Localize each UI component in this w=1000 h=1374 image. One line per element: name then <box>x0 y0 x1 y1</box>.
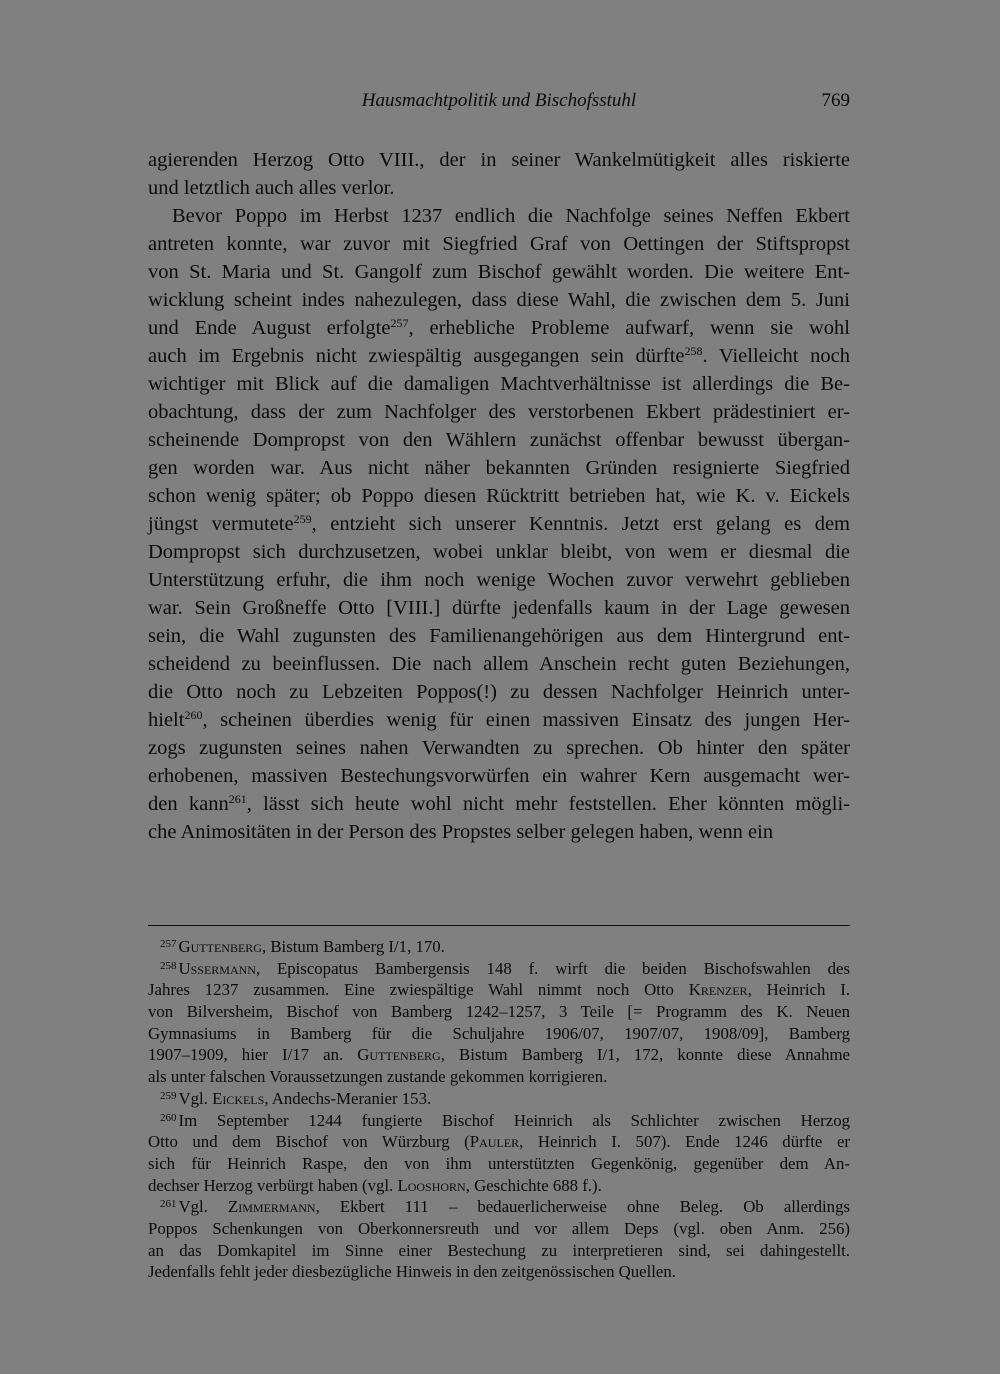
footnote-line: $^{260}$ Im September 1244 fungierte Bischof Heinrich als Schlichter zwischen Herzog <box>160 1110 850 1130</box>
body-line: scheidend zu beeinflussen. Die nach allem Anschein recht guten Beziehungen, <box>148 653 850 675</box>
footnote-line: Otto und dem Bischof von Würzburg (Pauler, Heinrich I. 507). Ende 1246 dürfte er <box>148 1132 850 1152</box>
author-name: Looshorn <box>397 1175 466 1195</box>
footnote-separator <box>148 925 850 926</box>
body-line: Bevor Poppo im Herbst 1237 endlich die Nachfolge seines Neffen Ekbert <box>172 205 850 227</box>
footnote-ref[interactable]: 259 <box>293 512 312 526</box>
body-line: auch im Ergebnis nicht zwiespältig ausgegangen sein dürfte$^{258}$. Vielleicht noch <box>148 344 850 367</box>
body-line: jüngst vermutete$^{259}$, entzieht sich unserer Kenntnis. Jetzt erst gelang es dem <box>148 512 850 535</box>
body-line: agierenden Herzog Otto VIII., der in seiner Wankelmütigkeit alles riskierte <box>148 149 850 171</box>
footnote <box>148 936 850 958</box>
author-name: Guttenberg <box>178 937 262 956</box>
footnote-number: 257 <box>160 938 177 950</box>
page-number: 769 <box>821 90 850 111</box>
body-line: wicklung scheint indes nahezulegen, dass diese Wahl, die zwischen dem 5. Juni <box>148 289 850 311</box>
footnote-line: $^{258}$ Ussermann, Episcopatus Bambergensis 148 f. wirft die beiden Bischofswahlen des <box>160 958 850 978</box>
footnote-line: Jahres 1237 zusammen. Eine zwiespältige Wahl nimmt noch Otto Krenzer, Heinrich I. <box>148 980 850 1000</box>
body-line: obachtung, dass der zum Nachfolger des verstorbenen Ekbert prädestiniert er- <box>148 401 850 423</box>
footnote <box>148 958 850 1088</box>
footnote-line: als unter falschen Voraussetzungen zustande gekommen korrigieren. <box>148 1067 608 1087</box>
footnote <box>148 1196 850 1283</box>
body-line: zogs zugunsten seines nahen Verwandten zu sprechen. Ob hinter den später <box>148 737 850 759</box>
body-line: Unterstützung erfuhr, die ihm noch wenige Wochen zuvor verwehrt geblieben <box>148 569 850 591</box>
body-line: che Animositäten in der Person des Propstes selber gelegen haben, wenn ein <box>148 821 774 843</box>
body-line: antreten konnte, war zuvor mit Siegfried Graf von Oettingen der Stiftspropst <box>148 233 850 255</box>
body-line: hielt$^{260}$, scheinen überdies wenig für einen massiven Einsatz des jungen Her- <box>148 708 850 731</box>
author-name: Pauler <box>469 1132 520 1152</box>
main-text <box>148 146 850 846</box>
footnote-number: 260 <box>160 1111 177 1124</box>
footnote-line: $^{257}$ Guttenberg, Bistum Bamberg I/1, 170. <box>160 937 445 956</box>
footnote-line: $^{259}$ Vgl. Eickels, Andechs-Meranier 153. <box>160 1088 432 1108</box>
footnote-line: Poppos Schenkungen von Oberkonnersreuth und vor allem Deps (vgl. oben Anm. 256) <box>148 1218 850 1238</box>
body-line: und Ende August erfolgte$^{257}$, erhebliche Probleme aufwarf, wenn sie wohl <box>148 316 850 339</box>
running-head <box>148 90 850 120</box>
body-line: erhobenen, massiven Bestechungsvorwürfen ein wahrer Kern ausgemacht wer- <box>148 765 850 787</box>
body-line: wichtiger mit Blick auf die damaligen Machtverhältnisse ist allerdings die Be- <box>148 373 850 395</box>
author-name: Guttenberg <box>357 1045 441 1065</box>
footnote-line: sich für Heinrich Raspe, den von ihm unterstützten Gegenkönig, gegenüber dem An- <box>148 1153 850 1173</box>
footnote-line: 1907–1909, hier I/17 an. Guttenberg, Bistum Bamberg I/1, 172, konnte diese Annahme <box>148 1045 851 1065</box>
footnote-ref[interactable]: 260 <box>184 708 203 722</box>
body-line: den kann$^{261}$, lässt sich heute wohl nicht mehr feststellen. Eher könnten mögli- <box>148 792 850 815</box>
footnote-number: 261 <box>160 1198 177 1211</box>
footnote-ref[interactable]: 258 <box>684 344 703 358</box>
footnote-line: an das Domkapitel im Sinne einer Bestechung zu interpretieren sind, sei dahingestellt. <box>148 1240 850 1260</box>
body-line: schon wenig später; ob Poppo diesen Rücktritt betrieben hat, wie K. v. Eickels <box>148 485 850 507</box>
body-line: Dompropst sich durchzusetzen, wobei unklar bleibt, von wem er diesmal die <box>148 541 850 563</box>
body-line: scheinende Dompropst von den Wählern zunächst offenbar bewusst übergan- <box>148 429 850 451</box>
footnote-line: Jedenfalls fehlt jeder diesbezügliche Hinweis in den zeitgenössischen Quellen. <box>148 1262 676 1282</box>
author-name: Eickels <box>212 1088 265 1108</box>
author-name: Ussermann <box>178 958 256 978</box>
footnote-line: $^{261}$ Vgl. Zimmermann, Ekbert 111 – bedauerlicherweise ohne Beleg. Ob allerdings <box>160 1197 850 1217</box>
body-line: sein, die Wahl zugunsten des Familienangehörigen aus dem Hintergrund ent- <box>148 625 850 647</box>
running-title: Hausmachtpolitik und Bischofsstuhl <box>361 90 637 111</box>
footnote <box>148 1110 850 1197</box>
author-name: Zimmermann <box>228 1197 316 1217</box>
footnote-line: dechser Herzog verbürgt haben (vgl. Looshorn, Geschichte 688 f.). <box>148 1175 602 1195</box>
body-line: von St. Maria und St. Gangolf zum Bischof gewählt worden. Die weitere Ent- <box>148 261 850 283</box>
footnote-ref[interactable]: 261 <box>228 792 247 806</box>
footnote-number: 259 <box>160 1089 177 1102</box>
body-line: war. Sein Großneffe Otto [VIII.] dürfte jedenfalls kaum in der Lage gewesen <box>148 597 850 619</box>
footnote-number: 258 <box>160 959 177 972</box>
footnotes <box>148 936 850 1283</box>
footnote-line: Gymnasiums in Bamberg für die Schuljahre 1906/07, 1907/07, 1908/09], Bamberg <box>148 1023 850 1043</box>
author-name: Krenzer <box>688 980 748 1000</box>
body-line: und letztlich auch alles verlor. <box>148 177 395 199</box>
body-line: die Otto noch zu Lebzeiten Poppos(!) zu dessen Nachfolger Heinrich unter- <box>148 681 850 703</box>
body-line: gen worden war. Aus nicht näher bekannten Gründen resignierte Siegfried <box>148 457 850 479</box>
footnote-ref[interactable]: 257 <box>390 316 409 330</box>
footnote <box>148 1088 850 1110</box>
footnote-line: von Bilversheim, Bischof von Bamberg 1242–1257, 3 Teile [= Programm des K. Neuen <box>148 1002 850 1022</box>
